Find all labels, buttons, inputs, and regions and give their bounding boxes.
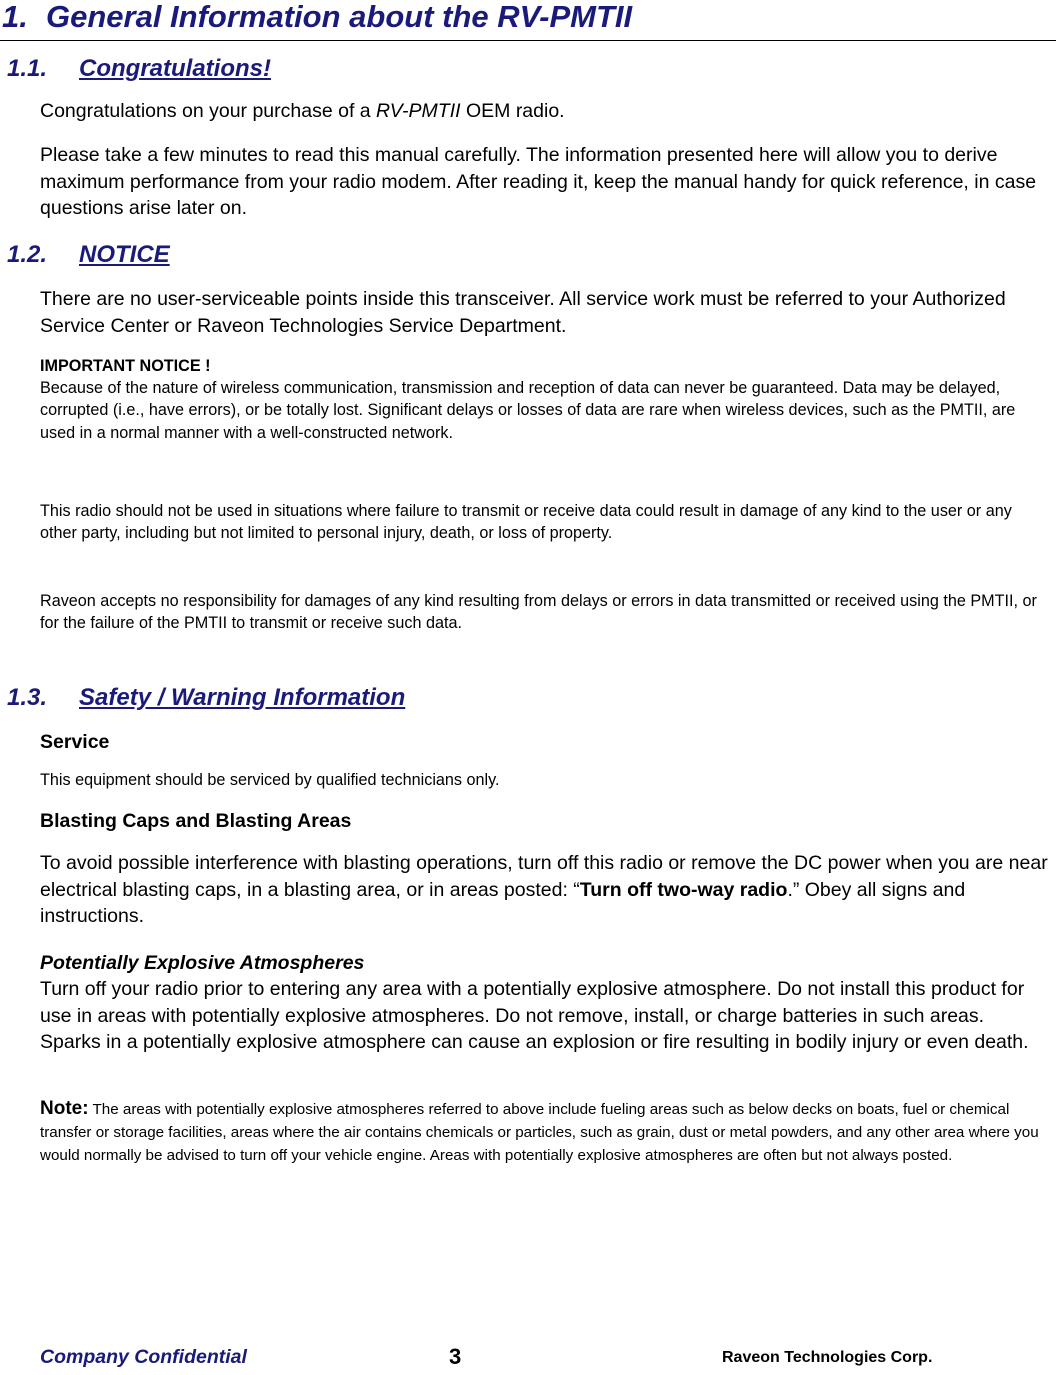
section-title: NOTICE bbox=[79, 241, 170, 268]
footer-page-number: 3 bbox=[449, 1344, 462, 1369]
congrats-text-pre: Congratulations on your purchase of a bbox=[40, 100, 377, 122]
section-number: 1.2. bbox=[7, 241, 48, 268]
explosive-heading: Potentially Explosive Atmospheres bbox=[40, 952, 365, 974]
note-label: Note: bbox=[40, 1098, 89, 1119]
blasting-heading: Blasting Caps and Blasting Areas bbox=[40, 810, 352, 832]
service-notice-paragraph: There are no user-serviceable points inside this transceiver. All service work must be referred to your Authorized Service Center or Raveon Technologies Service Department. bbox=[40, 288, 1006, 337]
section-title: Safety / Warning Information bbox=[79, 684, 406, 711]
usage-warning-paragraph: This radio should not be used in situations where failure to transmit or receive data could result in damage of any kind to the user or any other party, including but not limited to personal injury, death, or loss of property. bbox=[40, 502, 1012, 543]
note-paragraph bbox=[40, 1098, 1054, 1167]
section-heading-1-3 bbox=[7, 683, 405, 713]
important-notice-heading: IMPORTANT NOTICE ! bbox=[40, 357, 211, 375]
section-heading-1-1 bbox=[7, 54, 271, 84]
blasting-text-pre: To avoid possible interference with blasting operations, turn off this radio or remove the DC power when you are near electrical blasting caps, in a blasting area, or in areas posted: “ bbox=[40, 852, 1048, 901]
congrats-paragraph bbox=[40, 98, 1050, 125]
blasting-text-post: .” Obey all signs and instructions. bbox=[40, 878, 966, 927]
section-number: 1. bbox=[2, 0, 28, 34]
footer-company: Raveon Technologies Corp. bbox=[722, 1349, 933, 1366]
section-title: Congratulations! bbox=[79, 55, 271, 82]
section-heading-1 bbox=[0, 0, 1056, 41]
service-text: This equipment should be serviced by qualified technicians only. bbox=[40, 771, 500, 789]
section-number: 1.3. bbox=[7, 684, 48, 711]
section-number: 1.1. bbox=[7, 55, 48, 82]
service-heading: Service bbox=[40, 731, 110, 753]
blasting-paragraph bbox=[40, 850, 1050, 930]
congrats-text-post: OEM radio. bbox=[460, 100, 565, 122]
model-name: RV-PMTII bbox=[376, 100, 461, 122]
liability-paragraph: Raveon accepts no responsibility for damages of any kind resulting from delays or errors in data transmitted or received using the PMTII, or for the failure of the PMTII to transmit or receive such data. bbox=[40, 592, 1037, 633]
section-title: General Information about the RV-PMTII bbox=[46, 0, 633, 34]
footer-confidential: Company Confidential bbox=[40, 1346, 247, 1368]
note-text: The areas with potentially explosive atmospheres referred to above include fueling areas such as below decks on boats, fuel or chemical transfer or storage facilities, areas where the air contains chemicals or particles, such as grain, dust or metal powders, and any other area where you would normally be advised to turn off your vehicle engine. Areas with potentially explosive atmospheres are often but not always posted. bbox=[40, 1101, 1039, 1164]
explosive-paragraph: Turn off your radio prior to entering any area with a potentially explosive atmosphere. Do not install this product for use in areas with potentially explosive atmospheres. Do not remove, install, or charge batteries in such areas. Sparks in a potentially explosive atmosphere can cause an explosion or fire resulting in bodily injury or even death. bbox=[40, 978, 1029, 1053]
intro-paragraph: Please take a few minutes to read this manual carefully. The information presented here will allow you to derive maximum performance from your radio modem. After reading it, keep the manual handy for quick reference, in case questions arise later on. bbox=[40, 144, 1037, 219]
blasting-sign-text: Turn off two-way radio bbox=[579, 878, 788, 901]
important-notice-text: Because of the nature of wireless communication, transmission and reception of data can never be guaranteed. Data may be delayed, corrupted (i.e., have errors), or be totally lost. Significant delays or losses of data are rare when wireless devices, such as the PMTII, are used in a normal manner with a well-constructed network. bbox=[40, 379, 1016, 442]
section-heading-1-2 bbox=[7, 240, 170, 270]
